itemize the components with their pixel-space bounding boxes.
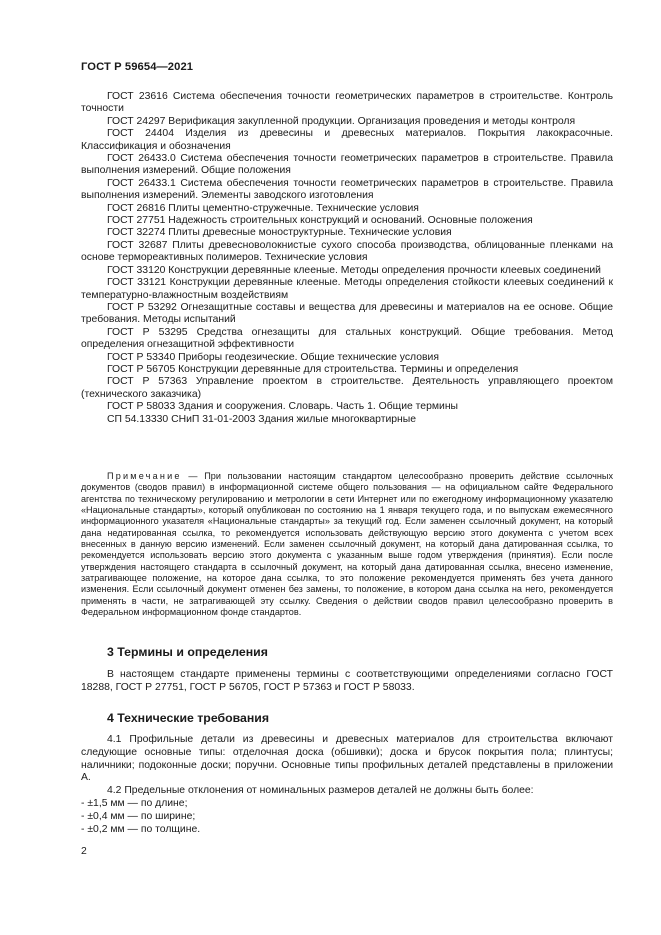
tolerance-item: - ±1,5 мм — по длине; xyxy=(81,797,188,809)
note-paragraph xyxy=(81,471,613,618)
reference-item: ГОСТ 24404 Изделия из древесины и древесных материалов. Покрытия лакокрасочные. Классификация и обозначения xyxy=(81,128,613,152)
page-number: 2 xyxy=(81,846,87,857)
reference-item: ГОСТ 24297 Верификация закупленной продукции. Организация проведения и методы контроля xyxy=(107,115,576,127)
reference-item: ГОСТ 33120 Конструкции деревянные клееные. Методы определения прочности клеевых соединений xyxy=(107,264,601,276)
note-text: — При пользовании настоящим стандартом целесообразно проверить действие ссылочных документов (сводов правил) в информационной системе общего пользования — на официальном сайте Федерального агентства по техническому регулированию и метрологии в сети Интернет или по ежегодному информационному указателю «Национальные стандарты», который опубликован по состоянию на 1 января текущего года, и по выпускам ежемесячного информационного указателя «Национальные стандарты» за текущий год. Если заменен ссылочный документ, на который дана недатированная ссылка, то рекомендуется использовать действующую версию этого документа с учетом всех внесенных в данную версию изменений. Если заменен ссылочный документ, на который дана датированная ссылка, то рекомендуется использовать версию этого документа с указанным выше годом утверждения (принятия). Если после утверждения настоящего стандарта в ссылочный документ, на который дана датированная ссылка, внесено изменение, затрагивающее положение, на которое дана ссылка, то это положение рекомендуется применять без учета данного изменения. Если ссылочный документ отменен без замены, то положение, в котором дана ссылка на него, рекомендуется применять в части, не затрагивающей эту ссылку. Сведения о действии сводов правил целесообразно проверить в Федеральном информационном фонде стандартов. xyxy=(81,471,613,618)
reference-item: ГОСТ 32274 Плиты древесные моноструктурные. Технические условия xyxy=(107,227,452,239)
references-note xyxy=(81,471,613,618)
tolerance-item: - ±0,2 мм — по толщине. xyxy=(81,823,201,835)
reference-item: ГОСТ 23616 Система обеспечения точности геометрических параметров в строительстве. Контроль точности xyxy=(81,91,613,115)
reference-item: СП 54.13330 СНиП 31-01-2003 Здания жилые многоквартирные xyxy=(107,413,417,425)
reference-item: ГОСТ Р 56705 Конструкции деревянные для строительства. Термины и определения xyxy=(107,363,519,375)
reference-item: ГОСТ Р 57363 Управление проектом в строительстве. Деятельность управляющего проектом (технического заказчика) xyxy=(81,376,613,400)
note-label: Примечание xyxy=(107,471,182,481)
reference-item: ГОСТ Р 53295 Средства огнезащиты для стальных конструкций. Общие требования. Метод определения огнезащитной эффективности xyxy=(81,326,613,351)
reference-item: ГОСТ 26433.1 Система обеспечения точности геометрических параметров в строительстве. Правила выполнения измерений. Элементы заводского изготовления xyxy=(81,177,613,202)
reference-item: ГОСТ Р 53340 Приборы геодезические. Общие технические условия xyxy=(107,351,439,363)
clause-4-2: 4.2 Предельные отклонения от номинальных размеров деталей не должны быть более: xyxy=(107,785,534,797)
clause-4-1: 4.1 Профильные детали из древесины и древесных материалов для строительства включают следующие основные типы: отделочная доска (обшивки); доска и брусок покрытия пола; плинтусы; наличники; подоконные доски; поручни. Основные типы профильных деталей представлены в приложении А. xyxy=(81,734,613,784)
reference-item: ГОСТ Р 53292 Огнезащитные составы и вещества для древесины и материалов на ее основе. Общие требования. Методы испытаний xyxy=(81,301,613,326)
section-3-paragraph: В настоящем стандарте применены термины с соответствующими определениями согласно ГОСТ 18288, ГОСТ Р 27751, ГОСТ Р 56705, ГОСТ Р 57363 и ГОСТ Р 58033. xyxy=(81,669,613,693)
reference-item: ГОСТ 27751 Надежность строительных конструкций и оснований. Основные положения xyxy=(107,215,533,227)
reference-item: ГОСТ 33121 Конструкции деревянные клееные. Методы определения стойкости клеевых соединений к температурно-влажностным воздействиям xyxy=(81,277,613,301)
section-3-heading: 3 Термины и определения xyxy=(107,645,268,659)
section-4-body xyxy=(81,734,613,836)
document-header: ГОСТ Р 59654—2021 xyxy=(81,61,194,73)
section-4-heading: 4 Технические требования xyxy=(107,711,269,725)
reference-item: ГОСТ 32687 Плиты древесноволокнистые сухого способа производства, облицованные пленками на основе термореактивных полимеров. Технические условия xyxy=(81,239,613,264)
reference-item: ГОСТ 26433.0 Система обеспечения точности геометрических параметров в строительстве. Правила выполнения измерений. Общие положения xyxy=(81,153,613,177)
tolerance-item: - ±0,4 мм — по ширине; xyxy=(81,810,196,822)
reference-item: ГОСТ 26816 Плиты цементно-стружечные. Технические условия xyxy=(107,202,419,214)
normative-references-list xyxy=(81,91,613,426)
section-3-body xyxy=(81,669,613,695)
reference-item: ГОСТ Р 58033 Здания и сооружения. Словарь. Часть 1. Общие термины xyxy=(107,401,459,413)
